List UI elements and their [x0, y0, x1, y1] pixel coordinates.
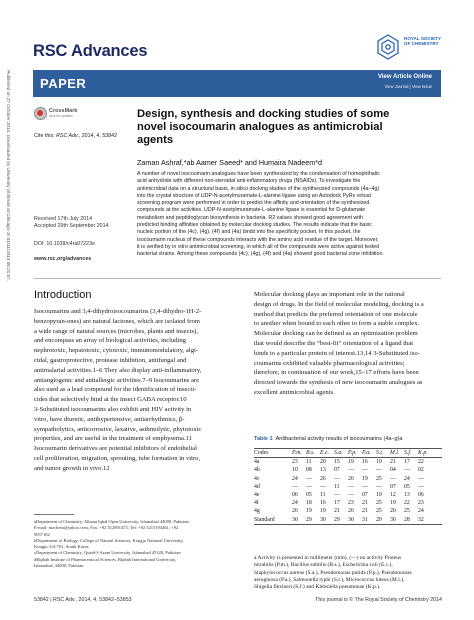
- table-cell: 11: [306, 459, 312, 466]
- table-cell: 30: [320, 516, 326, 523]
- table-cell: 4d: [254, 483, 260, 490]
- table-cell: 22: [418, 459, 424, 466]
- table-header-row: [254, 449, 442, 457]
- table-cell: 12: [390, 491, 396, 498]
- view-article-online-link[interactable]: View Article Online: [377, 74, 432, 80]
- body-line: nephrotoxic, hepatotoxic, cytotoxic, immunomodulatory, algi-: [34, 347, 199, 355]
- abstract-line: isocoumarin nucleus of these compounds interacts with the amino acid residue of the target. Moreover,: [137, 236, 379, 243]
- table-header-cell: S.f.: [404, 450, 412, 456]
- introduction-left-column: [34, 307, 230, 474]
- table-cell: 23: [418, 500, 424, 507]
- publisher-logo-text: ROYAL SOCIETY OF CHEMISTRY: [404, 36, 441, 47]
- table-row: [254, 491, 442, 499]
- title-line: agents: [137, 134, 174, 146]
- body-line: sympatholytics, anticorrosive, laxative, asthmolytic, phytotoxic: [34, 425, 202, 433]
- table-row: [254, 499, 442, 507]
- rsc-crest-icon: [374, 32, 402, 62]
- article-type-label: PAPER: [40, 76, 87, 91]
- abstract-line: into the crystal structure of UDP-N-acetylmuramate-L-alanine ligase using an Autodock PyRx virtual: [137, 192, 371, 199]
- body-line: cides that selectively bind at the insect GABA receptor.10: [34, 396, 187, 404]
- table-cell: 21: [334, 508, 340, 515]
- table-cell: 25: [404, 508, 410, 515]
- abstract-line: predicted binding affinities obtained by molecular docking studies. The results indicate that the basic: [137, 222, 372, 229]
- crossmark-subtitle: click for updates: [49, 114, 73, 118]
- body-line: benzopyran-ones) are natural lactones, which are isolated from: [34, 317, 200, 325]
- table-cell: 28: [404, 516, 410, 523]
- table-note-line: Shigella flexineri (S.f.) and Klebsiella pneumonae (K.p.).: [254, 584, 381, 591]
- table-row: [254, 483, 442, 491]
- table-cell: 24: [292, 475, 298, 482]
- table-cell: 29: [334, 516, 340, 523]
- download-side-note: Published on 27 October 2014. Downloaded by University of Illinois at Chicago on 01/11/2014 05:21:57.: [6, 70, 11, 281]
- paper-banner: [33, 70, 441, 97]
- journal-title: RSC Advances: [33, 42, 148, 60]
- table-cell: —: [376, 483, 382, 490]
- table-row: [254, 516, 442, 524]
- view-journal-issue-links[interactable]: View Journal | View Issue: [384, 84, 432, 89]
- abstract-line: metabolism and peptidoglycan biosynthesis in bacteria. R2 values showed good agreement with: [137, 214, 363, 221]
- table-cell: —: [306, 483, 312, 490]
- table-cell: 15: [334, 459, 340, 466]
- table-cell: 29: [376, 516, 382, 523]
- body-line: antiangiogenic and antiallergic activities.7–9 Isocoumarins are: [34, 376, 200, 384]
- table-cell: 23: [292, 459, 298, 466]
- table-header-cell: B.s.: [306, 450, 315, 456]
- table-cell: —: [404, 467, 410, 474]
- journal-website-link[interactable]: www.rsc.org/advances: [34, 256, 92, 262]
- table-cell: 13: [404, 491, 410, 498]
- body-line: Molecular docking plays an important role in the rational: [254, 291, 405, 298]
- table-note-line: aeruginosa (P.a.), Salmonella typhi (S.t.), Micrococcus luteus (M.l.),: [254, 576, 405, 583]
- body-line: also used as a lead compound for the identification of insecti-: [34, 386, 197, 394]
- body-line: Molecular docking can be defined as an optimization problem: [254, 330, 418, 338]
- table-cell: 25: [376, 475, 382, 482]
- crossmark-icon: [34, 107, 47, 120]
- table-row: [254, 475, 442, 483]
- table-cell: 06: [292, 491, 298, 498]
- table-cell: —: [376, 467, 382, 474]
- publisher-logo: [374, 30, 444, 66]
- table-cell: 26: [320, 475, 326, 482]
- page-footer-left: 53842 | RSC Adv., 2014, 4, 53842–53853: [34, 597, 132, 603]
- abstract-line: it is verified by in vitro antimicrobial screening, in which all of the compounds were active against tested: [137, 243, 380, 250]
- footnote-line: dRiphah Institute of Pharmaceutical Sciences, Riphah International University,: [34, 556, 177, 562]
- abstract-line: antimicrobial data on a structural basis, in silico docking studies of the synthesized compounds (4a–4g): [137, 185, 380, 192]
- table-caption-text: Antibacterial activity results of isocoumarins (4a–g)a: [275, 436, 403, 442]
- table-cell: —: [418, 483, 424, 490]
- table-rule: [254, 524, 442, 525]
- body-line: Isocoumarin derivatives are potential inhibitors of endothelial: [34, 445, 197, 453]
- citation: [34, 133, 117, 139]
- table-cell: 02: [418, 467, 424, 474]
- received-date: Received 17th July 2014: [34, 216, 93, 222]
- table-cell: 30: [390, 516, 396, 523]
- footnote-line: Islamabad, 44000, Pakistan: [34, 563, 84, 569]
- table-row: [254, 458, 442, 466]
- body-line: cell proliferation, migration, sprouting, tube formation in vitro,: [34, 454, 201, 462]
- table-cell: 32: [418, 516, 424, 523]
- body-line: coumarins exhibited valuable pharmacological activities;: [254, 359, 405, 367]
- table-cell: 05: [306, 491, 312, 498]
- table-cell: 30: [348, 516, 354, 523]
- table-cell: 30: [292, 516, 298, 523]
- cite-prefix: Cite this:: [34, 133, 55, 139]
- table-cell: 26: [292, 508, 298, 515]
- body-line: antimalarial activities.1–6 They also display anti-inflammatory,: [34, 366, 202, 374]
- author-list: Zaman Ashraf,*ab Aamer Saeed* and Humaira Nadeem*d: [137, 158, 322, 167]
- body-line: to another when bound to each other to form a stable complex.: [254, 320, 420, 328]
- table-cell: 11: [334, 483, 340, 490]
- table-cell: 20: [390, 508, 396, 515]
- abstract-line: compounds at the activities. UDP-N-acetylmuramate-L-alanine ligase is essential for D-glutamate: [137, 207, 366, 214]
- table-cell: —: [362, 483, 368, 490]
- footnote-divider: [34, 514, 74, 515]
- table-cell: 31: [362, 516, 368, 523]
- body-line: and tumor growth in vivo.12: [34, 464, 110, 472]
- title-line: Design, synthesis and docking studies of some: [137, 108, 390, 120]
- table-cell: 10: [292, 467, 298, 474]
- table-cell: —: [390, 475, 396, 482]
- table-cell: 16: [320, 500, 326, 507]
- footnote-line: bDepartment of Biology, College of Natural Sciences, Kongju National University,: [34, 537, 184, 543]
- table-cell: 21: [390, 459, 396, 466]
- table-header-cell: M.l.: [390, 450, 400, 456]
- body-line: cidal, gastroprotective, protease inhibition, antifungal and: [34, 356, 187, 364]
- body-line: binds to a particular protein of interest.13,14 3-Substituted iso-: [254, 349, 420, 357]
- table-cell: 21: [362, 500, 368, 507]
- body-line: directed towards the synthesis of new isocoumarin analogues as: [254, 379, 423, 387]
- footnote-line: E-mail: mzchem@yahoo.com; Fax: +92 512891473; Tel: +92 5215194461; +92: [34, 525, 179, 531]
- table-cell: 07: [334, 467, 340, 474]
- table-header-cell: P.p.: [348, 450, 357, 456]
- body-line: design of drugs. In the field of molecular modeling, docking is a: [254, 300, 424, 308]
- table-note-line: Staphylococcus aureus (S.a.), Pseudomonas putida (P.p.), Pseudomonas: [254, 569, 412, 576]
- body-line: therefore, in continuation of our work,15–17 efforts have been: [254, 369, 419, 377]
- table-cell: 07: [362, 491, 368, 498]
- table-row: [254, 507, 442, 515]
- table-header-cell: S.a.: [334, 450, 343, 456]
- section-divider: [33, 278, 441, 279]
- table-cell: 19: [306, 508, 312, 515]
- accepted-date: Accepted 29th September 2014: [34, 223, 109, 230]
- table-cell: 08: [306, 467, 312, 474]
- crossmark-title: CrossMark: [49, 108, 78, 114]
- table-cell: 24: [292, 500, 298, 507]
- footnote-line: aDepartment of Chemistry, Allama Iqbal Open University, Islamabad 44000, Pakistan.: [34, 519, 190, 524]
- table-cell: 26: [348, 475, 354, 482]
- table-header-cell: P.m.: [292, 450, 302, 456]
- body-line: excellent antimicrobial agents.: [254, 388, 335, 396]
- table-note-line: a Activity is presented in millimeter (mm), (—) no activity Proteus: [254, 555, 402, 561]
- table-cell: —: [292, 483, 298, 490]
- body-line: 3-Substituted isocoumarins also exhibit anti HIV activity in: [34, 405, 192, 413]
- table-cell: 19: [362, 475, 368, 482]
- table-cell: 25: [376, 508, 382, 515]
- table-footnote: [254, 555, 442, 591]
- body-line: method that predicts the preferred orientation of one molecule: [254, 310, 418, 318]
- table-header-cell: E.c.: [320, 450, 330, 456]
- table-caption-label: Table 1: [254, 436, 273, 442]
- table-cell: —: [306, 475, 312, 482]
- page-footer-right: This journal is © The Royal Society of Chemistry 2014: [315, 597, 442, 603]
- table-cell: 07: [390, 483, 396, 490]
- abstract-line: acid anhydride with different non-steroidal anti-inflammatory drugs (NSAIDs). To investigate the: [137, 178, 361, 185]
- table-cell: 19: [320, 508, 326, 515]
- table-cell: —: [334, 491, 340, 498]
- introduction-heading: Introduction: [34, 289, 92, 301]
- article-title: [137, 108, 437, 147]
- table-cell: 10: [376, 491, 382, 498]
- title-line: novel isocoumarin analogues as antimicrobial: [137, 121, 383, 133]
- table-cell: —: [334, 475, 340, 482]
- table-cell: —: [348, 483, 354, 490]
- body-line: Isocoumarins and 3,4-dihydroisocoumarins (3,4-dihydro-1H-2-: [34, 308, 202, 315]
- table-cell: 05: [404, 483, 410, 490]
- antibacterial-activity-table: [254, 448, 442, 525]
- table-cell: 20: [320, 459, 326, 466]
- body-line: properties, and are useful in the treatment of emphysema.11: [34, 435, 192, 443]
- table-cell: 13: [320, 467, 326, 474]
- footnote-line: cDepartment of Chemistry, Quaid-I-Azam University, Islamabad 45320, Pakistan: [34, 550, 181, 556]
- table-cell: Standard: [254, 516, 275, 523]
- table-cell: 22: [404, 500, 410, 507]
- cite-journal: RSC Adv.: [56, 133, 79, 139]
- body-line: vitro, have diuretic, antihypertensive, antiarrhythmics, β-: [34, 415, 185, 423]
- table-cell: —: [362, 467, 368, 474]
- table-note-line: mirabilis (P.m.), Bacillus subtilis (B.s.), Escherichia coli (E.c.),: [254, 562, 393, 569]
- table-cell: 24: [404, 475, 410, 482]
- table-cell: 26: [348, 508, 354, 515]
- abstract-line: bacterial strains. Among these compounds (4c), (4g), (4f) and (4a) showed good bacterial zone inhibition.: [137, 251, 384, 258]
- table-cell: 29: [306, 516, 312, 523]
- table-cell: 4b: [254, 467, 260, 474]
- table-cell: 17: [404, 459, 410, 466]
- table-header-cell: Codes: [254, 450, 269, 456]
- table-cell: —: [348, 467, 354, 474]
- table-cell: 23: [348, 500, 354, 507]
- table-header-cell: K.p.: [418, 450, 428, 456]
- doi-link[interactable]: DOI: 10.1039/c4ra07223e: [34, 241, 95, 247]
- abstract: [137, 171, 441, 259]
- received-dates: [34, 216, 109, 231]
- table-cell: 17: [334, 500, 340, 507]
- table-cell: 16: [362, 459, 368, 466]
- footnote-line: 9057182: [34, 531, 50, 537]
- table-cell: 4a: [254, 459, 260, 466]
- table-cell: 18: [306, 500, 312, 507]
- table-header-cell: P.a.: [362, 450, 371, 456]
- introduction-right-column: [254, 290, 442, 398]
- affiliation-footnotes: [34, 519, 230, 569]
- table-cell: —: [418, 475, 424, 482]
- table-cell: 4c: [254, 475, 260, 482]
- table-cell: 19: [376, 459, 382, 466]
- table-cell: 19: [390, 500, 396, 507]
- table-cell: 06: [418, 491, 424, 498]
- table-cell: 04: [390, 467, 396, 474]
- table-cell: 25: [376, 500, 382, 507]
- body-line: a wide range of natural sources (microbes, plants and insects),: [34, 327, 198, 335]
- table-cell: 21: [362, 508, 368, 515]
- body-line: that would describe the “best-fit” orientation of a ligand that: [254, 339, 414, 347]
- table-cell: 11: [320, 491, 326, 498]
- abstract-line: nucleic portion of the (4c), (4g), (4f) and (4a) binds into the specificity pocket. In this pocket, the: [137, 229, 361, 236]
- table-cell: 4g: [254, 508, 260, 515]
- table-cell: —: [348, 491, 354, 498]
- table-header-cell: S.t.: [376, 450, 384, 456]
- table-cell: —: [320, 483, 326, 490]
- abstract-line: A number of novel isocoumarin analogues have been synthesized by the condensation of homophthalic: [137, 171, 380, 177]
- table-row: [254, 466, 442, 474]
- abstract-line: screening program were performed in order to predict the affinity and orientation of the synthesized: [137, 200, 370, 207]
- table-cell: 24: [418, 508, 424, 515]
- table-cell: 19: [348, 459, 354, 466]
- table-cell: 4e: [254, 491, 260, 498]
- body-line: and encompass an array of biological activities, including: [34, 337, 186, 345]
- cite-ref: , 2014, 4, 53842: [78, 133, 118, 139]
- crossmark-badge[interactable]: [34, 107, 82, 121]
- footnote-line: Kongju 314-701, South Korea: [34, 544, 89, 550]
- table-cell: 4f: [254, 500, 259, 507]
- table-caption: [254, 436, 402, 442]
